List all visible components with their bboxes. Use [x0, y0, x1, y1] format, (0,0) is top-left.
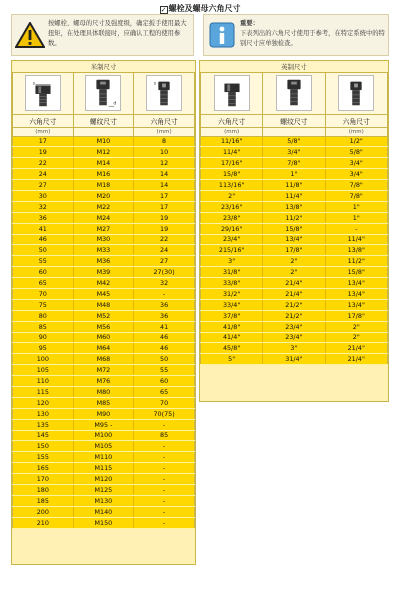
metric-cell: 75 [13, 299, 74, 310]
socket-screw-icon [276, 75, 312, 111]
metric-table-row [13, 223, 195, 234]
imperial-cell: 1" [263, 169, 325, 180]
imperial-cell: 41/8" [201, 321, 263, 332]
page-title [0, 3, 400, 14]
metric-cell: M36 [73, 256, 134, 267]
imperial-cell: - [325, 223, 387, 234]
metric-cell: M64 [73, 343, 134, 354]
hex-bolt-diagram [13, 72, 74, 114]
metric-table-row [13, 474, 195, 485]
imperial-cell: 2" [263, 256, 325, 267]
metric-table-row [13, 485, 195, 496]
hex-bolt-icon [25, 75, 61, 111]
imperial-cell: 1/2" [325, 136, 387, 147]
metric-cell: M68 [73, 354, 134, 365]
metric-table-row [13, 386, 195, 397]
imperial-cell: 7/8" [325, 190, 387, 201]
metric-cell: 41 [13, 223, 74, 234]
metric-cell: 19 [134, 212, 195, 223]
metric-unit [73, 127, 134, 136]
metric-cell: 150 [13, 441, 74, 452]
imperial-table-row [201, 321, 388, 332]
page-title-text: 螺栓及螺母六角尺寸 [168, 4, 241, 13]
metric-cell: 70(75) [134, 408, 195, 419]
imperial-table-row [201, 299, 388, 310]
imperial-cell: 11/4" [325, 234, 387, 245]
warning-notice [11, 14, 194, 56]
socket-screw-diagram [73, 72, 134, 114]
metric-unit: (mm) [13, 127, 74, 136]
metric-cell: 46 [13, 234, 74, 245]
metric-table-row [13, 299, 195, 310]
svg-text:d: d [113, 101, 117, 107]
metric-cell: 130 [13, 408, 74, 419]
metric-cell: M20 [73, 190, 134, 201]
metric-cell: M120 [73, 474, 134, 485]
metric-cell: 17 [13, 136, 74, 147]
metric-table-body [13, 136, 195, 528]
metric-table-row [13, 321, 195, 332]
metric-cell: 90 [13, 332, 74, 343]
imperial-cell: 3/4" [325, 158, 387, 169]
imperial-cell: 41/4" [201, 332, 263, 343]
metric-cell: - [134, 452, 195, 463]
imperial-cell: 29/16" [201, 223, 263, 234]
imperial-cell: 2" [325, 332, 387, 343]
metric-cell: - [134, 506, 195, 517]
imperial-table-row [201, 343, 388, 354]
metric-cell: 65 [134, 386, 195, 397]
metric-cell: 10 [134, 147, 195, 158]
warning-icon [12, 15, 48, 55]
metric-cell: 180 [13, 485, 74, 496]
info-heading: 重要： [240, 20, 259, 27]
imperial-cell: 21/2" [263, 310, 325, 321]
metric-table-row [13, 430, 195, 441]
metric-cell: - [134, 474, 195, 485]
imperial-table-row [201, 180, 388, 191]
imperial-table-row [201, 267, 388, 278]
metric-cell: M45 [73, 288, 134, 299]
metric-table-row [13, 288, 195, 299]
imperial-table [200, 61, 388, 365]
metric-cell: 65 [13, 278, 74, 289]
metric-table-row [13, 365, 195, 376]
metric-cell: 105 [13, 365, 74, 376]
imperial-cell: 33/4" [201, 299, 263, 310]
imperial-table-row [201, 288, 388, 299]
imperial-cell: 21/4" [263, 288, 325, 299]
metric-cell: 36 [13, 212, 74, 223]
metric-cell: M110 [73, 452, 134, 463]
metric-cell: M30 [73, 234, 134, 245]
metric-cell: 95 [13, 343, 74, 354]
metric-cell: M22 [73, 201, 134, 212]
imperial-table-row [201, 310, 388, 321]
warning-text: 按螺栓、螺母的尺寸及强度级，确定扳手使用最大扭矩，在处理具体联接时，应确认工程的使用参数。 [48, 20, 187, 47]
metric-table-row [13, 463, 195, 474]
imperial-table-row [201, 147, 388, 158]
metric-header-thread: 螺纹尺寸 [73, 114, 134, 127]
imperial-cell: 23/4" [263, 321, 325, 332]
imperial-table-row [201, 256, 388, 267]
imperial-cell: 11/4" [263, 190, 325, 201]
metric-cell: 55 [13, 256, 74, 267]
metric-cell: 170 [13, 474, 74, 485]
imperial-cell: 45/8" [201, 343, 263, 354]
metric-cell: M12 [73, 147, 134, 158]
metric-table-row [13, 278, 195, 289]
metric-cell: - [134, 441, 195, 452]
imperial-table-row [201, 278, 388, 289]
metric-cell: M33 [73, 245, 134, 256]
socket-screw-diagram [263, 72, 325, 114]
metric-table-row [13, 452, 195, 463]
metric-cell: 185 [13, 495, 74, 506]
imperial-cell: 37/8" [201, 310, 263, 321]
hex-key-screw-icon [146, 75, 182, 111]
hex-key-screw-icon [338, 75, 374, 111]
metric-cell: M80 [73, 386, 134, 397]
imperial-table-row [201, 201, 388, 212]
imperial-header-hex: 六角尺寸 [201, 114, 263, 127]
hex-key-screw-diagram [325, 72, 387, 114]
metric-cell: 165 [13, 463, 74, 474]
metric-table-row [13, 354, 195, 365]
metric-cell: M42 [73, 278, 134, 289]
metric-cell: 12 [134, 158, 195, 169]
metric-panel [11, 60, 196, 565]
metric-cell: 22 [134, 234, 195, 245]
imperial-cell: 23/8" [201, 212, 263, 223]
hex-bolt-diagram [201, 72, 263, 114]
imperial-unit: (mm) [325, 127, 387, 136]
metric-table-row [13, 169, 195, 180]
metric-cell: M125 [73, 485, 134, 496]
metric-cell: M85 [73, 397, 134, 408]
imperial-table-row [201, 245, 388, 256]
metric-cell: M140 [73, 506, 134, 517]
metric-table-row [13, 332, 195, 343]
metric-cell: M27 [73, 223, 134, 234]
metric-cell: 22 [13, 158, 74, 169]
metric-cell: M72 [73, 365, 134, 376]
checkbox-icon: ✓ [160, 6, 167, 14]
metric-table-row [13, 234, 195, 245]
hex-bolt-icon [214, 75, 250, 111]
metric-cell: 155 [13, 452, 74, 463]
metric-cell: 24 [134, 245, 195, 256]
imperial-cell: 17/16" [201, 158, 263, 169]
metric-cell: M60 [73, 332, 134, 343]
metric-cell: 135 [13, 419, 74, 430]
imperial-unit: (mm) [201, 127, 263, 136]
metric-table-row [13, 441, 195, 452]
imperial-table-row [201, 212, 388, 223]
metric-header-hex: 六角尺寸 [13, 114, 74, 127]
imperial-unit [263, 127, 325, 136]
metric-cell: 55 [134, 365, 195, 376]
imperial-cell: 1" [325, 212, 387, 223]
imperial-cell: 15/8" [201, 169, 263, 180]
metric-cell: 14 [134, 169, 195, 180]
metric-cell: M52 [73, 310, 134, 321]
metric-table-row [13, 310, 195, 321]
metric-table-row [13, 256, 195, 267]
info-text [240, 15, 388, 49]
metric-cell: 85 [134, 430, 195, 441]
info-icon [204, 15, 240, 55]
imperial-header-hex-socket: 六角尺寸 [325, 114, 387, 127]
imperial-cell: 5/8" [325, 147, 387, 158]
imperial-cell: 13/8" [263, 201, 325, 212]
metric-cell: - [134, 517, 195, 528]
imperial-cell: 113/16" [201, 180, 263, 191]
metric-table-row [13, 158, 195, 169]
imperial-cell: 23/4" [263, 332, 325, 343]
imperial-cell: 15/8" [325, 267, 387, 278]
imperial-cell: 7/8" [263, 158, 325, 169]
metric-cell: M95 - [73, 419, 134, 430]
metric-cell: 110 [13, 376, 74, 387]
imperial-cell: 31/4" [263, 354, 325, 365]
info-notice [203, 14, 389, 56]
metric-table-row [13, 419, 195, 430]
info-body: 下表列出的六角尺寸使用于参考，在特定系统中的特别尺寸应单独检查。 [240, 30, 385, 47]
metric-table-row [13, 267, 195, 278]
metric-header-hex-socket: 六角尺寸 [134, 114, 195, 127]
metric-cell: 120 [13, 397, 74, 408]
metric-cell: 80 [13, 310, 74, 321]
metric-cell: 46 [134, 332, 195, 343]
imperial-cell: 5/8" [263, 136, 325, 147]
imperial-cell: 11/2" [263, 212, 325, 223]
metric-cell: - [134, 419, 195, 430]
imperial-cell: 215/16" [201, 245, 263, 256]
metric-cell: 27(30) [134, 267, 195, 278]
metric-cell: 41 [134, 321, 195, 332]
imperial-cell: 11/8" [263, 180, 325, 191]
metric-table-row [13, 343, 195, 354]
imperial-cell: 13/4" [325, 299, 387, 310]
metric-table-row [13, 376, 195, 387]
metric-cell: 36 [134, 299, 195, 310]
metric-table-row [13, 397, 195, 408]
metric-table-row [13, 201, 195, 212]
imperial-cell: 31/2" [201, 288, 263, 299]
metric-cell: M14 [73, 158, 134, 169]
svg-text:s: s [153, 81, 157, 87]
metric-cell: 145 [13, 430, 74, 441]
metric-cell: 100 [13, 354, 74, 365]
metric-cell: 70 [13, 288, 74, 299]
imperial-cell: 17/8" [263, 245, 325, 256]
metric-table-row [13, 408, 195, 419]
metric-cell: 24 [13, 169, 74, 180]
imperial-cell: 13/8" [325, 245, 387, 256]
metric-cell: 14 [134, 180, 195, 191]
metric-cell: 50 [134, 354, 195, 365]
metric-table-row [13, 180, 195, 191]
imperial-cell: 17/8" [325, 310, 387, 321]
metric-cell: M39 [73, 267, 134, 278]
imperial-cell: 15/8" [263, 223, 325, 234]
metric-cell: - [134, 288, 195, 299]
metric-table-row [13, 517, 195, 528]
imperial-table-row [201, 223, 388, 234]
imperial-cell: 2" [263, 267, 325, 278]
metric-table-row [13, 190, 195, 201]
imperial-table-row [201, 190, 388, 201]
metric-cell: 36 [134, 310, 195, 321]
metric-cell: - [134, 463, 195, 474]
imperial-cell: 3/4" [263, 147, 325, 158]
imperial-table-row [201, 234, 388, 245]
imperial-cell: 23/4" [201, 234, 263, 245]
metric-cell: 30 [13, 190, 74, 201]
imperial-cell: 11/4" [201, 147, 263, 158]
imperial-cell: 1" [325, 201, 387, 212]
metric-cell: 200 [13, 506, 74, 517]
metric-cell: M56 [73, 321, 134, 332]
svg-text:s: s [32, 81, 35, 87]
metric-cell: M130 [73, 495, 134, 506]
imperial-cell: 11/16" [201, 136, 263, 147]
imperial-cell: 31/8" [201, 267, 263, 278]
metric-cell: 27 [13, 180, 74, 191]
imperial-section-title: 英制尺寸 [201, 61, 388, 72]
metric-table-row [13, 245, 195, 256]
metric-cell: 32 [134, 278, 195, 289]
metric-section-title: 米制尺寸 [13, 61, 195, 72]
metric-cell: 19 [13, 147, 74, 158]
imperial-cell: 2" [325, 321, 387, 332]
metric-cell: 60 [134, 376, 195, 387]
metric-unit: (mm) [134, 127, 195, 136]
metric-cell: 60 [13, 267, 74, 278]
imperial-table-row [201, 332, 388, 343]
imperial-cell: 13/4" [325, 288, 387, 299]
imperial-cell: 7/8" [325, 180, 387, 191]
metric-cell: M105 [73, 441, 134, 452]
imperial-cell: 13/4" [263, 234, 325, 245]
metric-cell: M10 [73, 136, 134, 147]
metric-cell: 8 [134, 136, 195, 147]
imperial-cell: 2" [201, 190, 263, 201]
metric-cell: M100 [73, 430, 134, 441]
metric-table-row [13, 147, 195, 158]
hex-key-screw-diagram [134, 72, 195, 114]
metric-table-row [13, 136, 195, 147]
metric-cell: M150 [73, 517, 134, 528]
imperial-cell: 11/2" [325, 256, 387, 267]
imperial-cell: 3" [263, 343, 325, 354]
metric-table-row [13, 212, 195, 223]
metric-cell: 50 [13, 245, 74, 256]
imperial-panel [199, 60, 389, 402]
metric-cell: 115 [13, 386, 74, 397]
socket-screw-icon [85, 75, 121, 111]
metric-cell: M76 [73, 376, 134, 387]
imperial-table-row [201, 169, 388, 180]
metric-table-row [13, 495, 195, 506]
metric-cell: M16 [73, 169, 134, 180]
metric-cell: M24 [73, 212, 134, 223]
metric-cell: - [134, 485, 195, 496]
imperial-cell: 23/16" [201, 201, 263, 212]
imperial-cell: 21/4" [325, 343, 387, 354]
metric-cell: M18 [73, 180, 134, 191]
metric-table-row [13, 506, 195, 517]
imperial-header-thread: 螺纹尺寸 [263, 114, 325, 127]
metric-cell: M90 [73, 408, 134, 419]
metric-table [12, 61, 195, 529]
imperial-cell: 21/4" [263, 278, 325, 289]
imperial-cell: 5" [201, 354, 263, 365]
metric-cell: 27 [134, 256, 195, 267]
imperial-table-row [201, 136, 388, 147]
imperial-cell: 3/4" [325, 169, 387, 180]
imperial-table-body [201, 136, 388, 365]
imperial-cell: 21/2" [263, 299, 325, 310]
imperial-table-row [201, 158, 388, 169]
imperial-table-row [201, 354, 388, 365]
metric-cell: - [134, 495, 195, 506]
metric-cell: 19 [134, 223, 195, 234]
metric-cell: 70 [134, 397, 195, 408]
metric-cell: 17 [134, 190, 195, 201]
metric-cell: M115 [73, 463, 134, 474]
imperial-cell: 13/4" [325, 278, 387, 289]
metric-cell: 210 [13, 517, 74, 528]
metric-cell: 17 [134, 201, 195, 212]
metric-cell: M48 [73, 299, 134, 310]
imperial-cell: 21/4" [325, 354, 387, 365]
metric-cell: 32 [13, 201, 74, 212]
metric-cell: 85 [13, 321, 74, 332]
metric-cell: 46 [134, 343, 195, 354]
imperial-cell: 33/8" [201, 278, 263, 289]
imperial-cell: 3" [201, 256, 263, 267]
